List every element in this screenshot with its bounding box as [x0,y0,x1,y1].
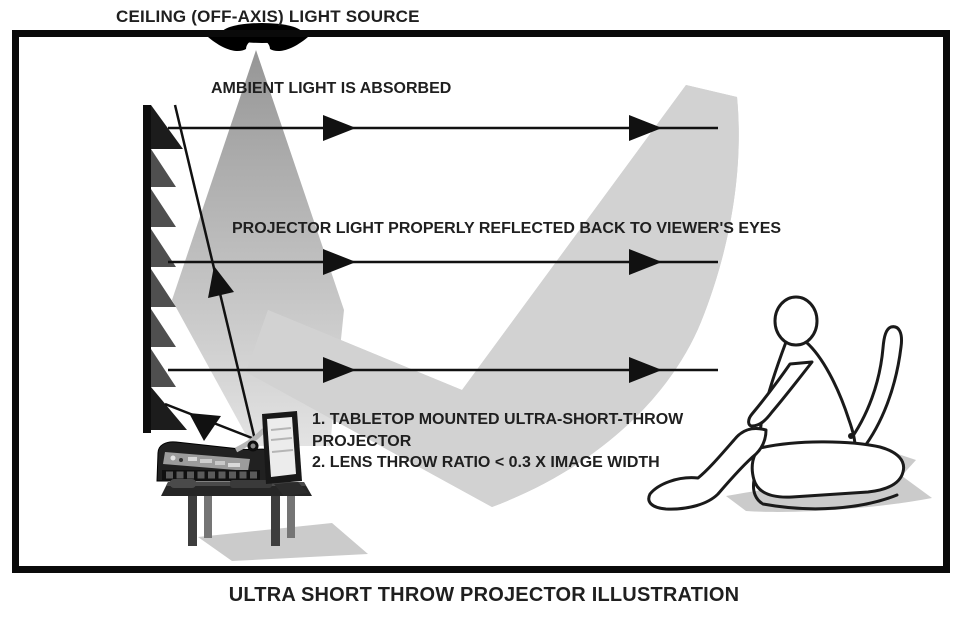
note-line-2: PROJECTOR [312,432,412,450]
projector-foot [230,480,272,488]
vent-slats [166,472,257,479]
projector-button [200,459,212,463]
table-shadow [198,523,368,561]
projector-notes [312,409,683,474]
ray-arrowhead [323,115,356,141]
note-line-3: 2. LENS THROW RATIO < 0.3 X IMAGE WIDTH [312,454,660,471]
projector-knob [179,458,183,462]
table-leg [287,494,295,538]
table-leg [188,494,197,546]
chair-base [752,442,903,497]
projector-lens-glint [251,444,256,449]
table-leg [204,494,212,538]
table-leg [271,494,280,546]
projector-button [188,457,197,461]
ceiling-light-title: CEILING (OFF-AXIS) LIGHT SOURCE [116,7,420,26]
note-line-1: 1. TABLETOP MOUNTED ULTRA-SHORT-THROW [312,411,684,428]
screen-bar [143,105,151,433]
louver-teeth [151,149,176,387]
ambient-light-label: AMBIENT LIGHT IS ABSORBED [211,80,452,97]
ceiling-light-icon [208,23,308,51]
reflected-light-label: PROJECTOR LIGHT PROPERLY REFLECTED BACK TO VIEWER'S EYES [232,220,782,237]
projector-button [228,463,240,467]
projector-foot [170,479,196,488]
monitor-screen [267,417,296,477]
screen-panel [143,105,187,433]
beam-arrowhead-down [189,413,221,441]
projector-button [215,461,225,465]
figure-caption: ULTRA SHORT THROW PROJECTOR ILLUSTRATION [228,584,740,606]
projector-knob [171,456,176,461]
chair-bolt [848,433,854,439]
viewer-head [775,297,817,345]
screen-bottom-bracket [151,387,187,430]
ray-arrowhead [323,249,356,275]
chair-back [848,327,902,450]
